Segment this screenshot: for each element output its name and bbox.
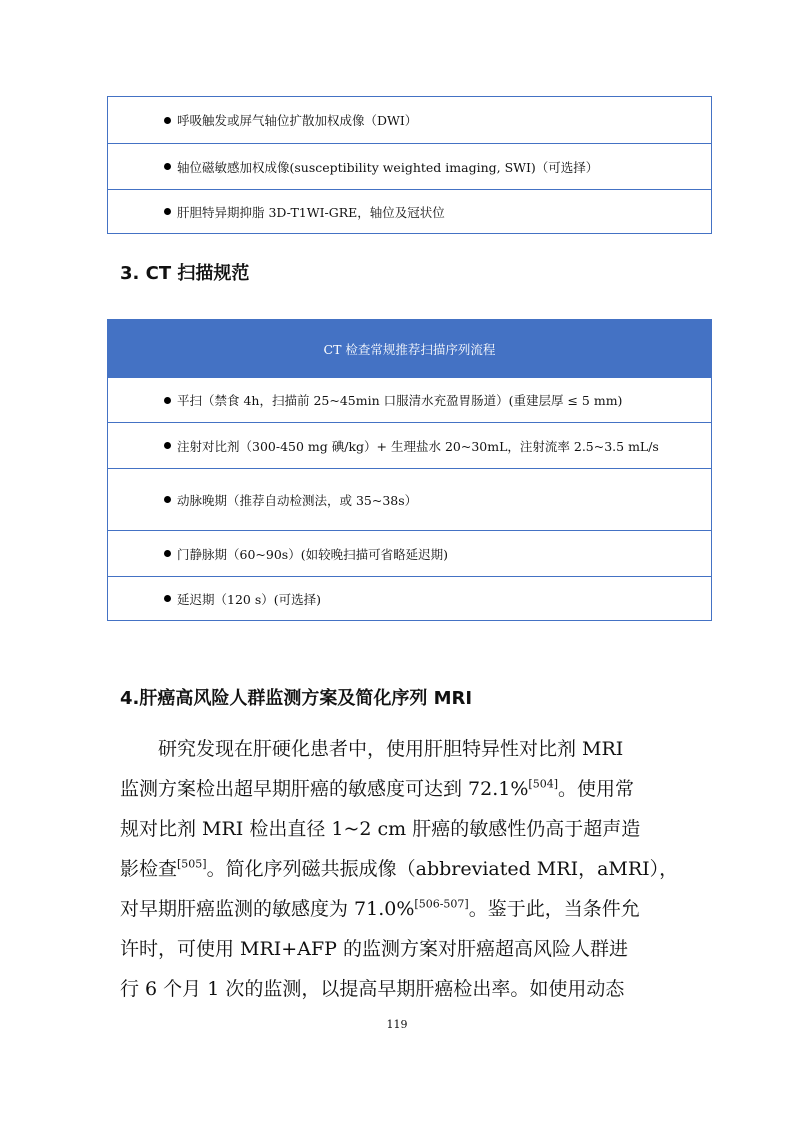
paragraph-line (120, 769, 675, 809)
text-run: 影检查 (120, 858, 178, 880)
bullet-icon (164, 163, 171, 170)
paragraph-line: 许时，可使用 MRI+AFP 的监测方案对肝癌超高风险人群进 (120, 938, 628, 960)
table-row (108, 422, 711, 468)
bullet-icon (164, 496, 171, 503)
mri-sequence-table (107, 96, 712, 234)
bullet-icon (164, 397, 171, 404)
ct-protocol-table (107, 319, 712, 621)
section-heading-mri: 4.肝癌高风险人群监测方案及简化序列 MRI (120, 688, 473, 709)
table-cell: 平扫（禁食 4h，扫描前 25~45min 口服清水充盈胃肠道）(重建层厚 ≤ 5 mm) (177, 393, 623, 408)
table-row (108, 189, 711, 233)
text-run: 对早期肝癌监测的敏感度为 71.0% (120, 898, 415, 920)
citation: [506-507] (414, 897, 469, 911)
bullet-icon (164, 442, 171, 449)
table-cell: 延迟期（120 s）(可选择) (177, 591, 322, 607)
body-paragraph (120, 729, 679, 1009)
bullet-icon (164, 208, 171, 215)
text-run: 监测方案检出超早期肝癌的敏感度可达到 72.1% (120, 778, 529, 800)
page-number: 119 (386, 1018, 408, 1031)
table-cell: 注射对比剂（300-450 mg 碘/kg）+ 生理盐水 20~30mL，注射流率 2.5~3.5 mL/s (177, 438, 659, 454)
table-row (108, 468, 711, 530)
paragraph-line: 研究发现在肝硬化患者中，使用肝胆特异性对比剂 MRI (120, 738, 624, 760)
text-run: 。简化序列磁共振成像（abbreviated MRI，aMRI）， (206, 858, 679, 880)
citation: [505] (177, 857, 207, 871)
table-cell: 呼吸触发或屏气轴位扩散加权成像（DWI） (177, 113, 418, 128)
section-heading-ct: 3. CT 扫描规范 (120, 263, 250, 284)
paragraph-line (120, 849, 679, 889)
bullet-icon (164, 550, 171, 557)
table-cell: 门静脉期（60~90s）(如较晚扫描可省略延迟期) (177, 546, 448, 562)
table-row (108, 377, 711, 422)
citation: [504] (528, 777, 558, 791)
table-row (108, 530, 711, 576)
text-run: 。使用常 (558, 778, 635, 800)
paragraph-line (120, 889, 675, 929)
bullet-icon (164, 117, 171, 124)
table-row (108, 97, 711, 143)
text-run: 。鉴于此，当条件允 (468, 898, 640, 920)
table-row (108, 143, 711, 189)
table-row (108, 576, 711, 620)
paragraph-line: 行 6 个月 1 次的监测，以提高早期肝癌检出率。如使用动态 (120, 978, 625, 1000)
table-cell: 动脉晚期（推荐自动检测法，或 35~38s） (177, 492, 418, 508)
table-cell: 轴位磁敏感加权成像(susceptibility weighted imaging, SWI)（可选择） (177, 159, 599, 175)
bullet-icon (164, 595, 171, 602)
paragraph-line: 规对比剂 MRI 检出直径 1~2 cm 肝癌的敏感性仍高于超声造 (120, 818, 641, 840)
table-cell: 肝胆特异期抑脂 3D-T1WI-GRE，轴位及冠状位 (177, 204, 445, 220)
table-header: CT 检查常规推荐扫描序列流程 (108, 320, 711, 377)
